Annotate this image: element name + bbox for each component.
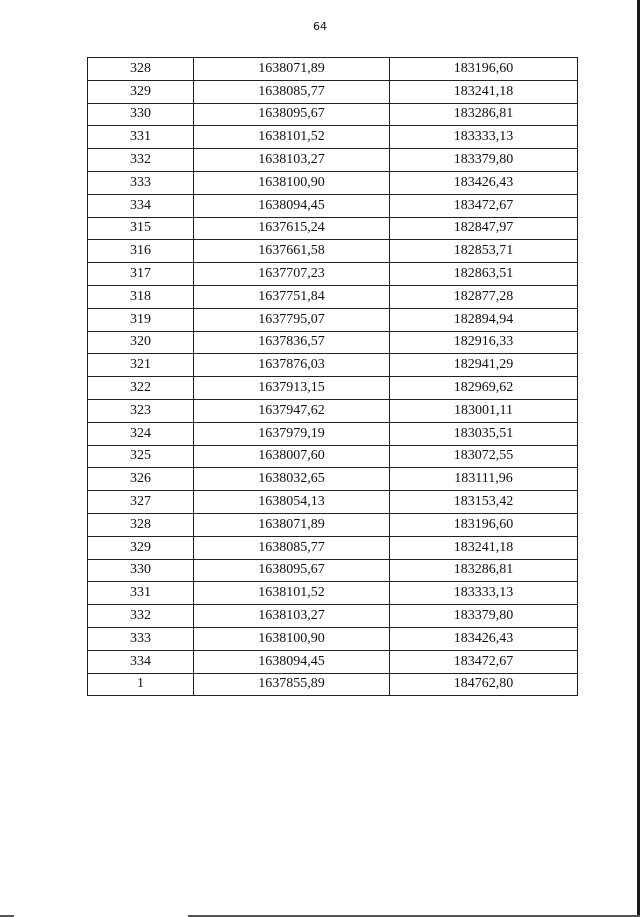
point-number-cell: 333: [88, 171, 194, 194]
table-row: [88, 536, 578, 559]
x-coordinate-cell: 1638100,90: [194, 171, 390, 194]
table-row: [88, 491, 578, 514]
table-row: [88, 399, 578, 422]
y-coordinate-cell: 183001,11: [390, 399, 578, 422]
point-number-cell: 334: [88, 650, 194, 673]
x-coordinate-cell: 1638101,52: [194, 126, 390, 149]
table-row: [88, 171, 578, 194]
table-row: [88, 605, 578, 628]
table-row: [88, 103, 578, 126]
point-number-cell: 324: [88, 422, 194, 445]
y-coordinate-cell: 183196,60: [390, 58, 578, 81]
x-coordinate-cell: 1638032,65: [194, 468, 390, 491]
coordinates-table-container: [87, 57, 576, 696]
table-row: [88, 559, 578, 582]
table-row: [88, 445, 578, 468]
x-coordinate-cell: 1638103,27: [194, 605, 390, 628]
y-coordinate-cell: 182941,29: [390, 354, 578, 377]
y-coordinate-cell: 182916,33: [390, 331, 578, 354]
x-coordinate-cell: 1638085,77: [194, 536, 390, 559]
point-number-cell: 327: [88, 491, 194, 514]
point-number-cell: 318: [88, 285, 194, 308]
y-coordinate-cell: 183333,13: [390, 582, 578, 605]
y-coordinate-cell: 183153,42: [390, 491, 578, 514]
y-coordinate-cell: 183379,80: [390, 605, 578, 628]
y-coordinate-cell: 182969,62: [390, 377, 578, 400]
y-coordinate-cell: 183333,13: [390, 126, 578, 149]
table-row: [88, 217, 578, 240]
point-number-cell: 328: [88, 513, 194, 536]
table-row: [88, 285, 578, 308]
table-row: [88, 58, 578, 81]
y-coordinate-cell: 183426,43: [390, 171, 578, 194]
point-number-cell: 323: [88, 399, 194, 422]
y-coordinate-cell: 183286,81: [390, 103, 578, 126]
x-coordinate-cell: 1637661,58: [194, 240, 390, 263]
table-row: [88, 468, 578, 491]
y-coordinate-cell: 184762,80: [390, 673, 578, 696]
point-number-cell: 333: [88, 627, 194, 650]
table-row: [88, 673, 578, 696]
table-row: [88, 582, 578, 605]
y-coordinate-cell: 183472,67: [390, 194, 578, 217]
point-number-cell: 316: [88, 240, 194, 263]
point-number-cell: 329: [88, 80, 194, 103]
x-coordinate-cell: 1637795,07: [194, 308, 390, 331]
x-coordinate-cell: 1638100,90: [194, 627, 390, 650]
y-coordinate-cell: 183196,60: [390, 513, 578, 536]
table-row: [88, 422, 578, 445]
y-coordinate-cell: 183241,18: [390, 80, 578, 103]
point-number-cell: 331: [88, 126, 194, 149]
table-row: [88, 194, 578, 217]
x-coordinate-cell: 1638095,67: [194, 559, 390, 582]
coordinates-table: [87, 57, 578, 696]
point-number-cell: 319: [88, 308, 194, 331]
x-coordinate-cell: 1638101,52: [194, 582, 390, 605]
table-row: [88, 513, 578, 536]
table-row: [88, 80, 578, 103]
table-row: [88, 240, 578, 263]
point-number-cell: 332: [88, 605, 194, 628]
point-number-cell: 331: [88, 582, 194, 605]
table-row: [88, 650, 578, 673]
table-row: [88, 149, 578, 172]
x-coordinate-cell: 1637615,24: [194, 217, 390, 240]
point-number-cell: 1: [88, 673, 194, 696]
x-coordinate-cell: 1637979,19: [194, 422, 390, 445]
point-number-cell: 328: [88, 58, 194, 81]
x-coordinate-cell: 1637947,62: [194, 399, 390, 422]
table-row: [88, 263, 578, 286]
point-number-cell: 321: [88, 354, 194, 377]
y-coordinate-cell: 183472,67: [390, 650, 578, 673]
y-coordinate-cell: 183072,55: [390, 445, 578, 468]
y-coordinate-cell: 182894,94: [390, 308, 578, 331]
y-coordinate-cell: 182877,28: [390, 285, 578, 308]
y-coordinate-cell: 183241,18: [390, 536, 578, 559]
x-coordinate-cell: 1638095,67: [194, 103, 390, 126]
table-row: [88, 627, 578, 650]
x-coordinate-cell: 1638071,89: [194, 513, 390, 536]
x-coordinate-cell: 1638094,45: [194, 650, 390, 673]
y-coordinate-cell: 183286,81: [390, 559, 578, 582]
table-row: [88, 331, 578, 354]
y-coordinate-cell: 183379,80: [390, 149, 578, 172]
x-coordinate-cell: 1637836,57: [194, 331, 390, 354]
x-coordinate-cell: 1638085,77: [194, 80, 390, 103]
table-row: [88, 354, 578, 377]
point-number-cell: 329: [88, 536, 194, 559]
point-number-cell: 325: [88, 445, 194, 468]
x-coordinate-cell: 1637855,89: [194, 673, 390, 696]
x-coordinate-cell: 1637913,15: [194, 377, 390, 400]
point-number-cell: 326: [88, 468, 194, 491]
x-coordinate-cell: 1637707,23: [194, 263, 390, 286]
y-coordinate-cell: 183035,51: [390, 422, 578, 445]
point-number-cell: 330: [88, 103, 194, 126]
point-number-cell: 332: [88, 149, 194, 172]
point-number-cell: 320: [88, 331, 194, 354]
table-row: [88, 377, 578, 400]
y-coordinate-cell: 183426,43: [390, 627, 578, 650]
point-number-cell: 322: [88, 377, 194, 400]
x-coordinate-cell: 1638094,45: [194, 194, 390, 217]
x-coordinate-cell: 1638071,89: [194, 58, 390, 81]
page-number: 64: [313, 20, 327, 33]
point-number-cell: 317: [88, 263, 194, 286]
table-row: [88, 126, 578, 149]
point-number-cell: 334: [88, 194, 194, 217]
y-coordinate-cell: 183111,96: [390, 468, 578, 491]
x-coordinate-cell: 1637751,84: [194, 285, 390, 308]
coordinates-table-body: [88, 58, 578, 696]
y-coordinate-cell: 182863,51: [390, 263, 578, 286]
x-coordinate-cell: 1638054,13: [194, 491, 390, 514]
x-coordinate-cell: 1638103,27: [194, 149, 390, 172]
y-coordinate-cell: 182847,97: [390, 217, 578, 240]
x-coordinate-cell: 1637876,03: [194, 354, 390, 377]
point-number-cell: 330: [88, 559, 194, 582]
point-number-cell: 315: [88, 217, 194, 240]
x-coordinate-cell: 1638007,60: [194, 445, 390, 468]
table-row: [88, 308, 578, 331]
y-coordinate-cell: 182853,71: [390, 240, 578, 263]
